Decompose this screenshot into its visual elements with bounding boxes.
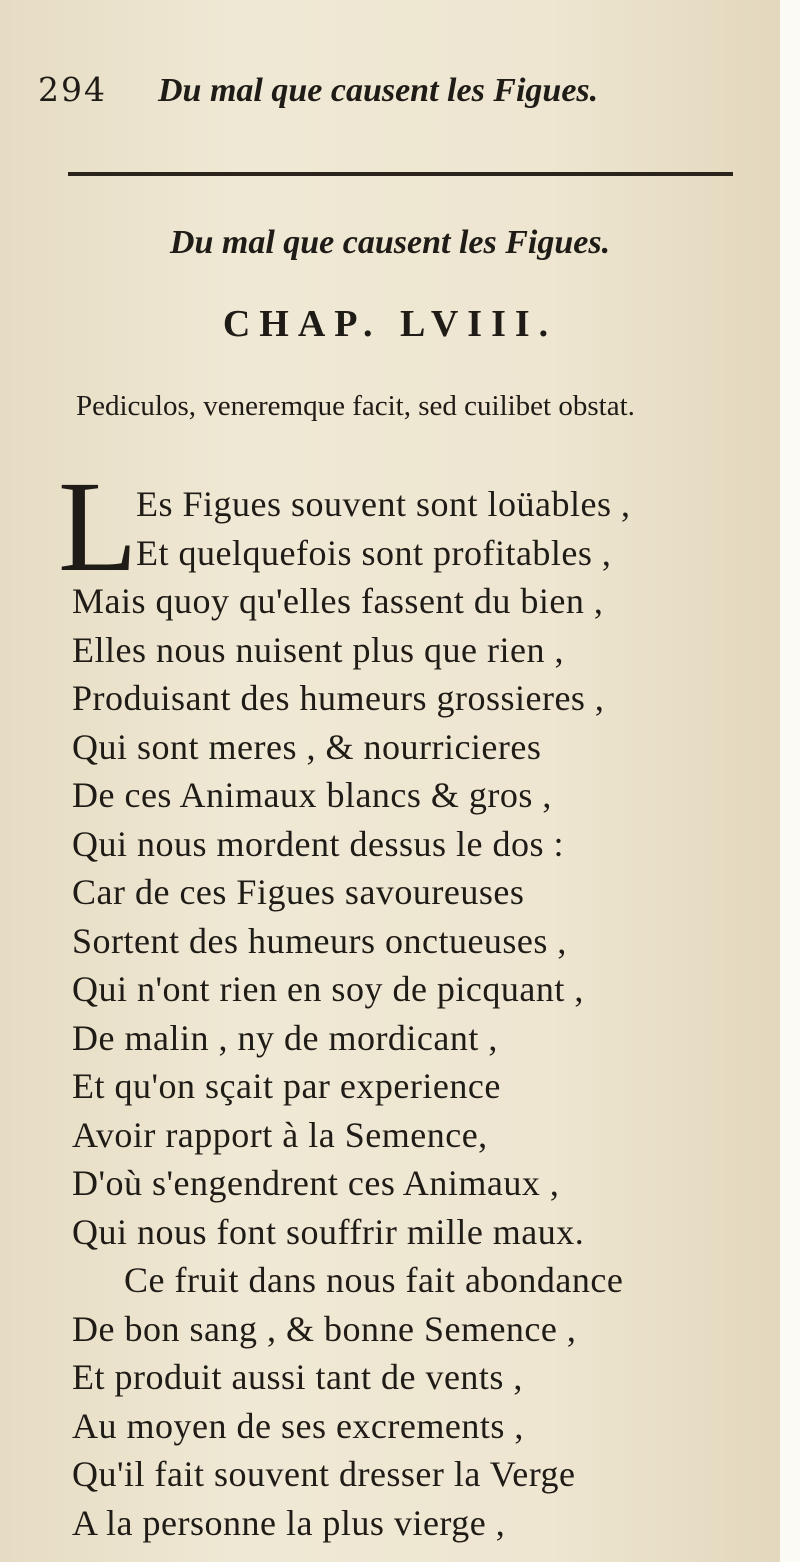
verse-line: Qui n'ont rien en soy de picquant , [72,969,584,1009]
verse-line: Qui sont meres , & nourricieres [72,726,542,767]
chapter-title: Du mal que causent les Figues. [169,224,611,261]
verse-line: Ce fruit dans nous fait abondance [124,1260,624,1300]
page-number: 294 [38,70,107,109]
verse-line: De malin , ny de mordicant , [72,1017,498,1058]
verse-line: Produisant des humeurs grossieres , [72,678,605,718]
verse-line: Es Figues souvent sont loüables , [136,484,631,524]
verse-line: Et quelquefois sont profitables , [136,532,612,573]
verse-line: Mais quoy qu'elles fassent du bien , [72,581,604,621]
header-rule [68,172,733,176]
verse-line: Et qu'on sçait par experience [72,1066,501,1106]
verse-line: Et produit aussi tant de vents , [72,1357,523,1397]
chapter-number: CHAP. LVIII. [222,303,558,345]
running-title: Du mal que causent les Figues. [158,72,599,109]
verse-line: De ces Animaux blancs & gros , [72,775,552,815]
verse-line: Elles nous nuisent plus que rien , [72,629,564,670]
poem [72,480,762,1547]
verse-line: Qu'il fait souvent dresser la Verge [72,1454,576,1494]
verse-line: Qui nous mordent dessus le dos : [72,823,564,864]
running-head [38,68,738,113]
chapter-motto: Pediculos, veneremque facit, sed cuilibet obstat. [76,390,635,422]
verse-line: Au moyen de ses excrements , [72,1405,524,1446]
page-margin [780,0,800,1562]
verse-line: A la personne la plus vierge , [72,1502,506,1543]
verse-line: Avoir rapport à la Semence, [72,1114,488,1155]
verse-line: Sortent des humeurs onctueuses , [72,920,567,961]
verse-line: D'où s'engendrent ces Animaux , [72,1163,560,1203]
drop-cap: L [58,455,138,599]
verse-line: De bon sang , & bonne Semence , [72,1308,577,1349]
verse-line: Qui nous font souffrir mille maux. [72,1211,585,1252]
verse-line: Car de ces Figues savoureuses [72,872,525,912]
